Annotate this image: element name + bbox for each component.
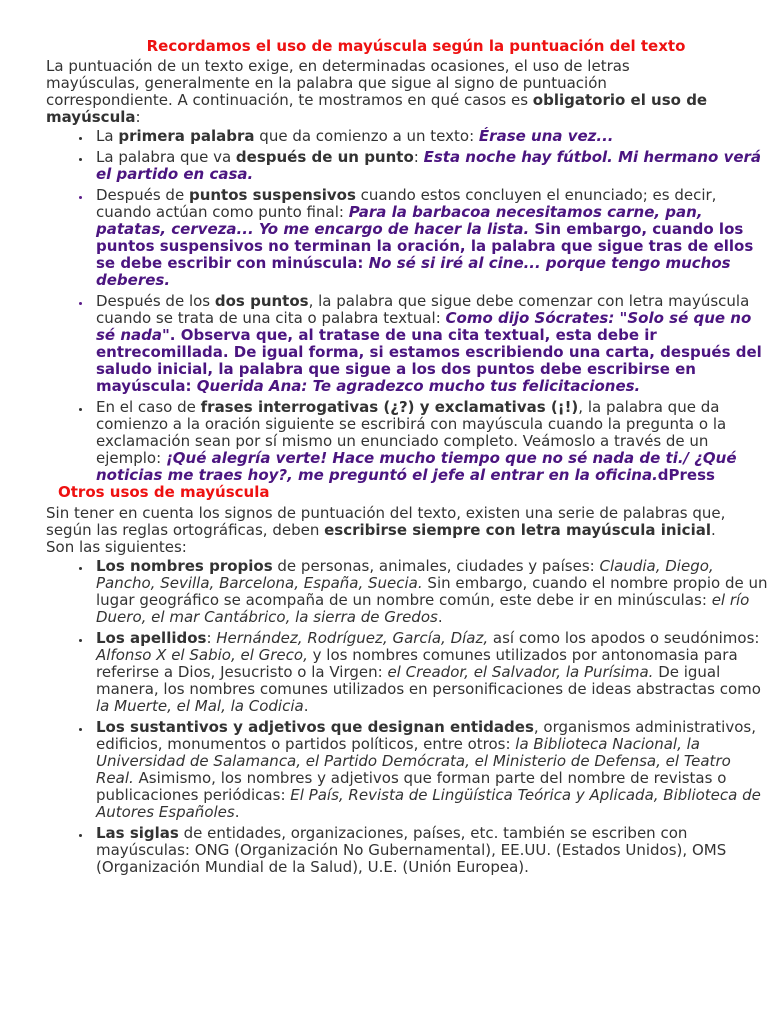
list-item xyxy=(92,399,768,484)
use-keyword: Los nombres propios xyxy=(96,557,273,575)
rule-text: La palabra que va xyxy=(96,148,236,166)
use-keyword: Los sustantivos y adjetivos que designan entidades xyxy=(96,718,534,736)
section-intro xyxy=(46,505,726,556)
rule-example: ¡Qué alegría verte! Hace mucho tiempo que no sé nada de ti./ ¿Qué noticias me traes hoy?, me preguntó el jefe al entrar en la oficina. xyxy=(96,449,737,484)
rule-example: Como dijo Sócrates: "Solo sé que no sé nada xyxy=(96,309,752,344)
punctuation-rules-list xyxy=(46,128,768,484)
use-example: el río Duero, el mar Cantábrico, la sierra de Gredos xyxy=(96,591,750,626)
rule-example: Érase una vez... xyxy=(478,127,614,145)
use-example: Hernández, Rodríguez, García, Díaz, xyxy=(216,629,489,647)
rule-keyword: puntos suspensivos xyxy=(188,186,356,204)
use-example: Claudia, Diego, Pancho, Sevilla, Barcelona, España, Suecia. xyxy=(96,557,714,592)
rule-text: La xyxy=(96,127,119,145)
use-keyword: Los apellidos xyxy=(96,629,207,647)
rule-text: En el caso de xyxy=(96,398,201,416)
use-text: Sin embargo, cuando el nombre propio de un lugar geográfico se acompaña de un nombre común, este debe ir en minúsculas: xyxy=(96,574,768,609)
rule-keyword: después de un punto xyxy=(235,148,414,166)
list-item xyxy=(92,558,768,626)
use-example: el Creador, el Salvador, la Purísima. xyxy=(387,663,654,681)
intro-paragraph xyxy=(46,58,726,126)
rule-keyword: frases interrogativas (¿?) y exclamativas (¡!) xyxy=(200,398,579,416)
rule-example: Para la barbacoa necesitamos carne, pan, patatas, cerveza... Yo me encargo de hacer la lista. xyxy=(96,203,703,238)
section-title: Otros usos de mayúscula xyxy=(58,483,270,501)
use-text: Asimismo, los nombres y adjetivos que forman parte del nombre de revistas o publicaciones periódicas: xyxy=(96,769,727,804)
rule-text: , la palabra que sigue debe comenzar con letra mayúscula cuando se trata de una cita o palabra textual: xyxy=(96,292,750,327)
use-text: De igual manera, los nombres comunes utilizados en personificaciones de ideas abstractas como xyxy=(96,663,761,698)
section-intro-bold: escribirse siempre con letra mayúscula inicial xyxy=(324,521,711,539)
rule-text: , la palabra que da comienzo a la oración siguiente se escribirá con mayúscula cuando la pregunta o la exclamación sean por sí mismo un enunciado completo. Veámoslo a través de un ejemplo: xyxy=(96,398,727,467)
rule-text-bold: Sin embargo, cuando los puntos suspensivos no terminan la oración, la palabra que sigue tras de ellos se debe escribir con minúscula: xyxy=(96,220,754,272)
rule-text-bold: ". Observa que, al tratase de una cita textual, esta debe ir entrecomillada. De igual forma, si estamos escribiendo una carta, después del saludo inicial, la palabra que sigue a los dos puntos debe escribirse en mayúscula: xyxy=(96,326,762,395)
use-text: y los nombres comunes utilizados por antonomasia para referirse a Dios, Jesucristo o la Virgen: xyxy=(96,646,738,681)
rule-keyword: dos puntos xyxy=(214,292,309,310)
page-title: Recordamos el uso de mayúscula según la puntuación del texto xyxy=(146,37,686,55)
list-item xyxy=(92,187,768,289)
rule-text: Después de xyxy=(96,186,189,204)
rule-text: Después de los xyxy=(96,292,215,310)
rule-text: : xyxy=(413,148,424,166)
rule-example: Querida Ana: Te agradezco mucho tus felicitaciones. xyxy=(196,377,641,395)
rule-keyword: primera palabra xyxy=(118,127,255,145)
rule-text: que da comienzo a un texto: xyxy=(254,127,479,145)
use-example: Alfonso X el Sabio, el Greco, xyxy=(96,646,308,664)
use-example: la Biblioteca Nacional, la Universidad de Salamanca, el Partido Demócrata, el Ministerio de Defensa, el Teatro Real. xyxy=(96,735,731,787)
use-text: , organismos administrativos, edificios, monumentos o partidos políticos, entre otros: xyxy=(96,718,756,753)
use-text: . xyxy=(234,803,240,821)
rule-example: No sé si iré al cine... porque tengo muchos deberes. xyxy=(96,254,731,289)
rule-example: Esta noche hay fútbol. Mi hermano verá el partido en casa. xyxy=(96,148,762,183)
list-item xyxy=(92,825,768,876)
list-item xyxy=(92,719,768,821)
use-text: de entidades, organizaciones, países, etc. también se escriben con mayúsculas: ONG (Organización No Gubernamental), EE.UU. (Estados Unidos), OMS (Organización Mundial de la Salud), U.E. (Unión Europea). xyxy=(96,824,727,876)
intro-end: : xyxy=(135,108,141,126)
use-keyword: Las siglas xyxy=(96,824,179,842)
list-item xyxy=(92,630,768,715)
list-item xyxy=(92,149,768,183)
intro-text: La puntuación de un texto exige, en determinadas ocasiones, el uso de letras mayúsculas, generalmente en la palabra que sigue al signo de puntuación correspondiente. A continuación, te mostramos en qué casos es xyxy=(46,57,630,109)
intro-bold: obligatorio el uso de mayúscula xyxy=(46,91,708,126)
rule-text-bold: dPress xyxy=(657,466,715,484)
rule-text: cuando estos concluyen el enunciado; es decir, cuando actúan como punto final: xyxy=(96,186,717,221)
use-example: la Muerte, el Mal, la Codicia xyxy=(96,697,304,715)
use-text: . xyxy=(437,608,443,626)
section-intro-end: . Son las siguientes: xyxy=(46,521,716,556)
section-intro-text: Sin tener en cuenta los signos de puntuación del texto, existen una serie de palabras que, según las reglas ortográficas, deben xyxy=(46,504,726,539)
other-uses-list xyxy=(46,558,768,876)
use-text: así como los apodos o seudónimos: xyxy=(488,629,760,647)
use-text: de personas, animales, ciudades y países: xyxy=(272,557,600,575)
use-example: El País, Revista de Lingüística Teórica y Aplicada, Biblioteca de Autores Españoles xyxy=(96,786,761,821)
list-item xyxy=(92,293,768,395)
use-text: . xyxy=(303,697,309,715)
list-item xyxy=(92,128,768,145)
use-text: : xyxy=(206,629,217,647)
